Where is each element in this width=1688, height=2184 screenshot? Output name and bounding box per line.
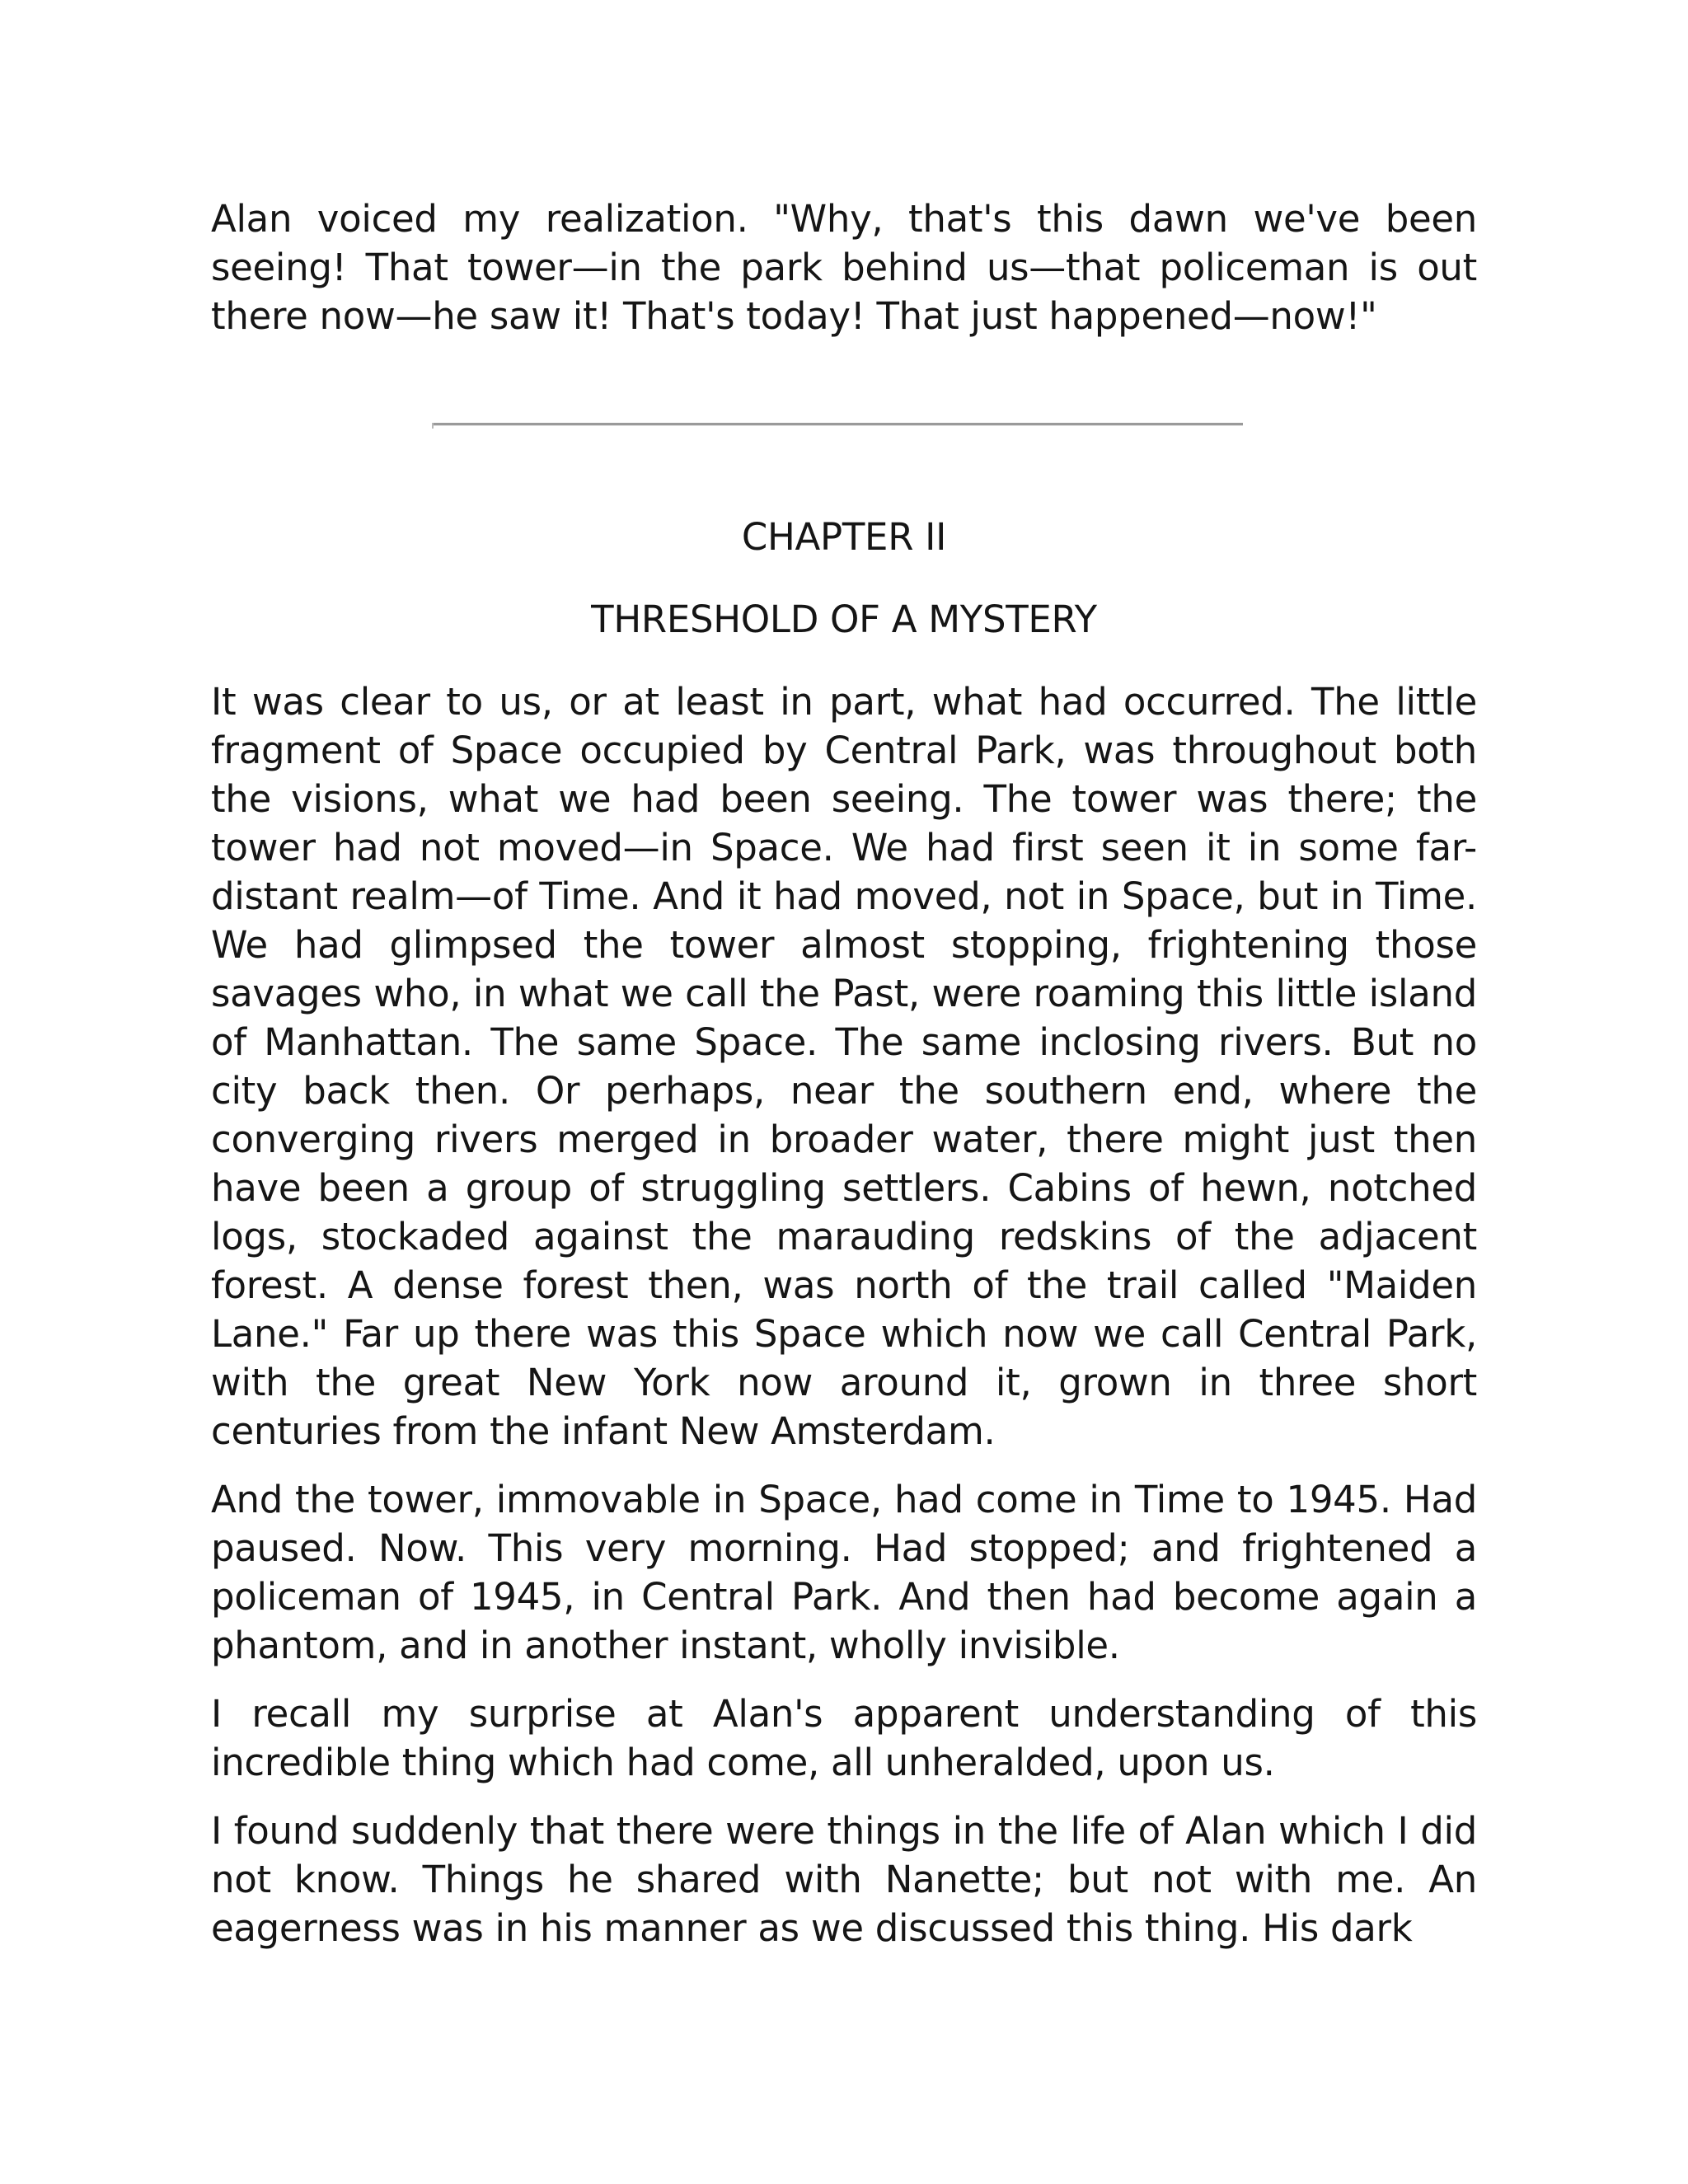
chapter-title: THRESHOLD OF A MYSTERY bbox=[591, 598, 1097, 641]
section-divider-cap bbox=[432, 423, 434, 429]
paragraph: I recall my surprise at Alan's apparent understanding of this incredible thing which had come, all unheralded, upon us. bbox=[211, 1692, 1477, 1784]
paragraph-block-top bbox=[211, 194, 1477, 360]
chapter-number: CHAPTER II bbox=[741, 515, 947, 559]
paragraph: Alan voiced my realization. "Why, that's this dawn we've been seeing! That tower—in the park behind us—that policeman is out there now—he saw it! That's today! That just happened—now!" bbox=[211, 197, 1477, 338]
paragraph: And the tower, immovable in Space, had come in Time to 1945. Had paused. Now. This very morning. Had stopped; and frightened a policeman of 1945, in Central Park. And then had become again a phantom, and in another instant, wholly invisible. bbox=[211, 1478, 1477, 1667]
chapter-body bbox=[211, 677, 1477, 1972]
paragraph: It was clear to us, or at least in part, what had occurred. The little fragment of Space occupied by Central Park, was throughout both the visions, what we had been seeing. The tower was there; the tower had not moved—in Space. We had first seen it in some far-distant realm—of Time. And it had moved, not in Space, but in Time. We had glimpsed the tower almost stopping, frightening those savages who, in what we call the Past, were roaming this little island of Manhattan. The same Space. The same inclosing rivers. But no city back then. Or perhaps, near the southern end, where the converging rivers merged in broader water, there might just then have been a group of struggling settlers. Cabins of hewn, notched logs, stockaded against the marauding redskins of the adjacent forest. A dense forest then, was north of the trail called "Maiden Lane." Far up there was this Space which now we call Central Park, with the great New York now around it, grown in three short centuries from the infant New Amsterdam. bbox=[211, 680, 1477, 1453]
section-divider bbox=[432, 423, 1243, 426]
paragraph: I found suddenly that there were things in the life of Alan which I did not know. Things he shared with Nanette; but not with me. An eagerness was in his manner as we discussed this thing. His dark bbox=[211, 1809, 1477, 1950]
